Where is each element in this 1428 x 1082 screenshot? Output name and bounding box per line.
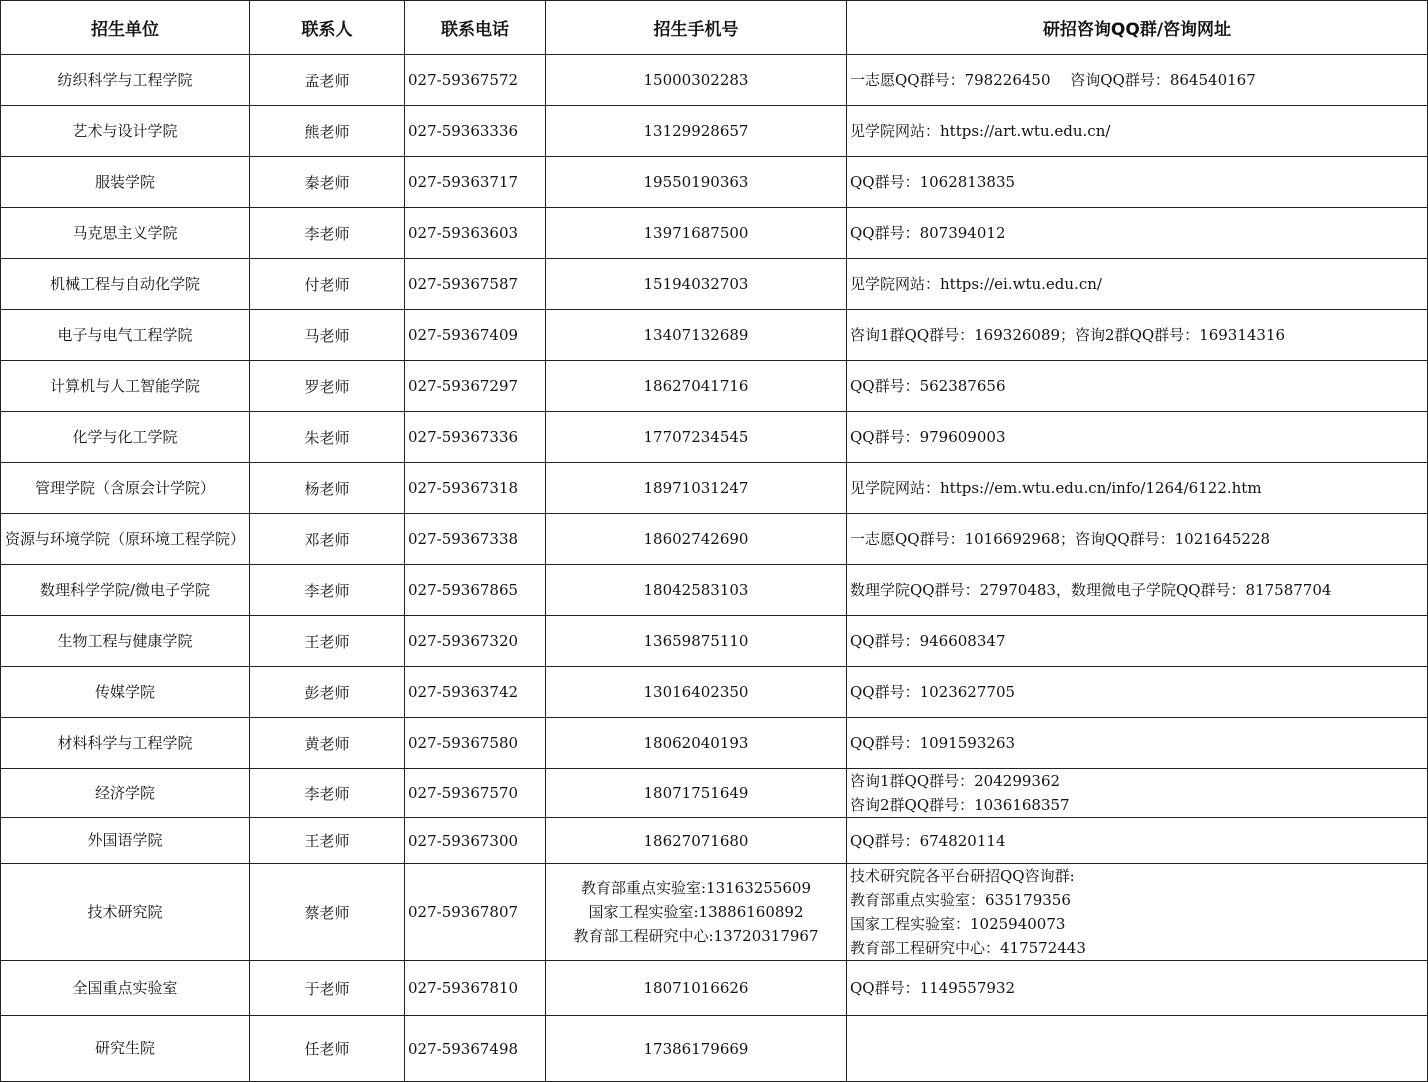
- header-phone: 联系电话: [405, 1, 546, 55]
- mobile-line: 18071016626: [643, 979, 749, 997]
- table-row: [1, 818, 1428, 864]
- qq-group-cell: [847, 310, 1428, 361]
- unit-cell: 服装学院: [1, 157, 250, 208]
- contact-person-cell: 邓老师: [250, 514, 405, 565]
- qq-line: 教育部工程研究中心：417572443: [850, 939, 1086, 957]
- qq-group-cell: [847, 864, 1428, 961]
- qq-line: QQ群号：979609003: [850, 428, 1006, 446]
- contact-person-cell: 朱老师: [250, 412, 405, 463]
- mobile-cell: [546, 769, 847, 818]
- qq-line: 见学院网站：https://ei.wtu.edu.cn/: [850, 275, 1102, 293]
- contact-person-cell: 彭老师: [250, 667, 405, 718]
- phone-cell: 027-59367318: [405, 463, 546, 514]
- header-row: [1, 1, 1428, 55]
- header-contact-person: 联系人: [250, 1, 405, 55]
- unit-cell: 纺织科学与工程学院: [1, 55, 250, 106]
- unit-cell: 全国重点实验室: [1, 961, 250, 1016]
- phone-cell: 027-59367498: [405, 1016, 546, 1082]
- mobile-line: 18627041716: [643, 377, 749, 395]
- qq-line: QQ群号：1149557932: [850, 979, 1016, 997]
- contact-person-cell: 李老师: [250, 565, 405, 616]
- mobile-line: 13407132689: [643, 326, 749, 344]
- qq-group-cell: [847, 616, 1428, 667]
- contact-person-cell: 罗老师: [250, 361, 405, 412]
- mobile-cell: [546, 667, 847, 718]
- mobile-line: 15194032703: [643, 275, 749, 293]
- unit-cell: 外国语学院: [1, 818, 250, 864]
- mobile-line: 18062040193: [643, 734, 749, 752]
- table-row: [1, 55, 1428, 106]
- phone-cell: 027-59367297: [405, 361, 546, 412]
- qq-line: 咨询1群QQ群号：204299362: [850, 772, 1061, 790]
- unit-cell: 数理科学学院/微电子学院: [1, 565, 250, 616]
- unit-cell: 机械工程与自动化学院: [1, 259, 250, 310]
- qq-line: 见学院网站：https://art.wtu.edu.cn/: [850, 122, 1111, 140]
- contact-person-cell: 任老师: [250, 1016, 405, 1082]
- phone-cell: 027-59367570: [405, 769, 546, 818]
- qq-group-cell: [847, 961, 1428, 1016]
- phone-cell: 027-59367572: [405, 55, 546, 106]
- unit-cell: 经济学院: [1, 769, 250, 818]
- mobile-cell: [546, 718, 847, 769]
- mobile-line: 18971031247: [643, 479, 749, 497]
- unit-cell: 电子与电气工程学院: [1, 310, 250, 361]
- mobile-cell: [546, 961, 847, 1016]
- table-row: [1, 1016, 1428, 1082]
- header-mobile: 招生手机号: [546, 1, 847, 55]
- table-row: [1, 259, 1428, 310]
- mobile-line: 13016402350: [643, 683, 749, 701]
- mobile-cell: [546, 208, 847, 259]
- table-row: [1, 565, 1428, 616]
- unit-cell: 马克思主义学院: [1, 208, 250, 259]
- contact-person-cell: 蔡老师: [250, 864, 405, 961]
- phone-cell: 027-59367810: [405, 961, 546, 1016]
- qq-group-cell: [847, 463, 1428, 514]
- mobile-cell: [546, 106, 847, 157]
- table-row: [1, 667, 1428, 718]
- mobile-cell: [546, 463, 847, 514]
- table-row: [1, 864, 1428, 961]
- phone-cell: 027-59367865: [405, 565, 546, 616]
- qq-line: QQ群号：1091593263: [850, 734, 1016, 752]
- unit-cell: 管理学院（含原会计学院）: [1, 463, 250, 514]
- contact-person-cell: 杨老师: [250, 463, 405, 514]
- qq-group-cell: [847, 565, 1428, 616]
- unit-cell: 化学与化工学院: [1, 412, 250, 463]
- qq-line: 国家工程实验室：1025940073: [850, 915, 1066, 933]
- contact-person-cell: 于老师: [250, 961, 405, 1016]
- qq-line: QQ群号：946608347: [850, 632, 1006, 650]
- mobile-line: 13659875110: [643, 632, 749, 650]
- phone-cell: 027-59367409: [405, 310, 546, 361]
- phone-cell: 027-59367580: [405, 718, 546, 769]
- table-row: [1, 961, 1428, 1016]
- mobile-cell: [546, 1016, 847, 1082]
- table-row: [1, 412, 1428, 463]
- table-row: [1, 514, 1428, 565]
- contact-person-cell: 黄老师: [250, 718, 405, 769]
- table-row: [1, 310, 1428, 361]
- contact-person-cell: 王老师: [250, 616, 405, 667]
- qq-line: 见学院网站：https://em.wtu.edu.cn/info/1264/6122.htm: [850, 479, 1262, 497]
- qq-group-cell: [847, 667, 1428, 718]
- mobile-cell: [546, 55, 847, 106]
- mobile-line: 18071751649: [643, 784, 749, 802]
- phone-cell: 027-59367320: [405, 616, 546, 667]
- mobile-cell: [546, 361, 847, 412]
- unit-cell: 技术研究院: [1, 864, 250, 961]
- table-body: [1, 55, 1428, 1082]
- qq-group-cell: [847, 1016, 1428, 1082]
- mobile-cell: [546, 259, 847, 310]
- phone-cell: 027-59363717: [405, 157, 546, 208]
- mobile-line: 17386179669: [643, 1039, 749, 1058]
- mobile-cell: [546, 616, 847, 667]
- qq-line: QQ群号：1023627705: [850, 683, 1016, 701]
- qq-group-cell: [847, 361, 1428, 412]
- mobile-cell: [546, 864, 847, 961]
- qq-line: 一志愿QQ群号：1016692968；咨询QQ群号：1021645228: [850, 530, 1271, 548]
- mobile-line: 教育部工程研究中心:13720317967: [573, 927, 819, 945]
- header-qq-group: 研招咨询QQ群/咨询网址: [847, 1, 1428, 55]
- qq-group-cell: [847, 208, 1428, 259]
- phone-cell: 027-59367338: [405, 514, 546, 565]
- qq-group-cell: [847, 157, 1428, 208]
- mobile-line: 19550190363: [643, 173, 749, 191]
- mobile-line: 18042583103: [643, 581, 749, 599]
- contact-person-cell: 马老师: [250, 310, 405, 361]
- table-row: [1, 718, 1428, 769]
- qq-group-cell: [847, 55, 1428, 106]
- unit-cell: 材料科学与工程学院: [1, 718, 250, 769]
- table-row: [1, 769, 1428, 818]
- mobile-cell: [546, 310, 847, 361]
- qq-group-cell: [847, 259, 1428, 310]
- qq-line: QQ群号：1062813835: [850, 173, 1016, 191]
- qq-line: 技术研究院各平台研招QQ咨询群:: [850, 867, 1075, 885]
- contact-person-cell: 秦老师: [250, 157, 405, 208]
- qq-group-cell: [847, 514, 1428, 565]
- mobile-line: 18627071680: [643, 831, 749, 850]
- qq-line: QQ群号：562387656: [850, 377, 1006, 395]
- mobile-line: 15000302283: [643, 71, 749, 89]
- unit-cell: 研究生院: [1, 1016, 250, 1082]
- unit-cell: 计算机与人工智能学院: [1, 361, 250, 412]
- table-row: [1, 361, 1428, 412]
- phone-cell: 027-59367300: [405, 818, 546, 864]
- qq-line: QQ群号：807394012: [850, 224, 1006, 242]
- phone-cell: 027-59363336: [405, 106, 546, 157]
- contact-person-cell: 李老师: [250, 769, 405, 818]
- table-row: [1, 463, 1428, 514]
- mobile-line: 13971687500: [643, 224, 749, 242]
- table-row: [1, 106, 1428, 157]
- mobile-cell: [546, 157, 847, 208]
- phone-cell: 027-59367807: [405, 864, 546, 961]
- mobile-cell: [546, 565, 847, 616]
- qq-line: 教育部重点实验室：635179356: [850, 891, 1071, 909]
- qq-line: 一志愿QQ群号：798226450 咨询QQ群号：864540167: [850, 71, 1256, 89]
- contact-person-cell: 李老师: [250, 208, 405, 259]
- mobile-line: 18602742690: [643, 530, 749, 548]
- table-row: [1, 157, 1428, 208]
- qq-group-cell: [847, 412, 1428, 463]
- mobile-line: 13129928657: [643, 122, 749, 140]
- contact-person-cell: 付老师: [250, 259, 405, 310]
- qq-group-cell: [847, 769, 1428, 818]
- contact-person-cell: 孟老师: [250, 55, 405, 106]
- qq-line: 咨询1群QQ群号：169326089；咨询2群QQ群号：169314316: [850, 326, 1286, 344]
- qq-line: QQ群号：674820114: [850, 831, 1006, 850]
- contact-person-cell: 熊老师: [250, 106, 405, 157]
- qq-group-cell: [847, 106, 1428, 157]
- unit-cell: 生物工程与健康学院: [1, 616, 250, 667]
- table-row: [1, 208, 1428, 259]
- mobile-cell: [546, 412, 847, 463]
- phone-cell: 027-59367587: [405, 259, 546, 310]
- unit-cell: 资源与环境学院（原环境工程学院）: [1, 514, 250, 565]
- mobile-line: 国家工程实验室:13886160892: [588, 903, 804, 921]
- mobile-cell: [546, 514, 847, 565]
- unit-cell: 艺术与设计学院: [1, 106, 250, 157]
- qq-line: 咨询2群QQ群号：1036168357: [850, 796, 1070, 814]
- phone-cell: 027-59363603: [405, 208, 546, 259]
- mobile-line: 教育部重点实验室:13163255609: [580, 879, 812, 897]
- unit-cell: 传媒学院: [1, 667, 250, 718]
- mobile-cell: [546, 818, 847, 864]
- qq-line: 数理学院QQ群号：27970483，数理微电子学院QQ群号：817587704: [850, 581, 1332, 599]
- header-unit: 招生单位: [1, 1, 250, 55]
- contact-person-cell: 王老师: [250, 818, 405, 864]
- table-row: [1, 616, 1428, 667]
- mobile-line: 17707234545: [643, 428, 749, 446]
- qq-group-cell: [847, 818, 1428, 864]
- phone-cell: 027-59367336: [405, 412, 546, 463]
- qq-group-cell: [847, 718, 1428, 769]
- phone-cell: 027-59363742: [405, 667, 546, 718]
